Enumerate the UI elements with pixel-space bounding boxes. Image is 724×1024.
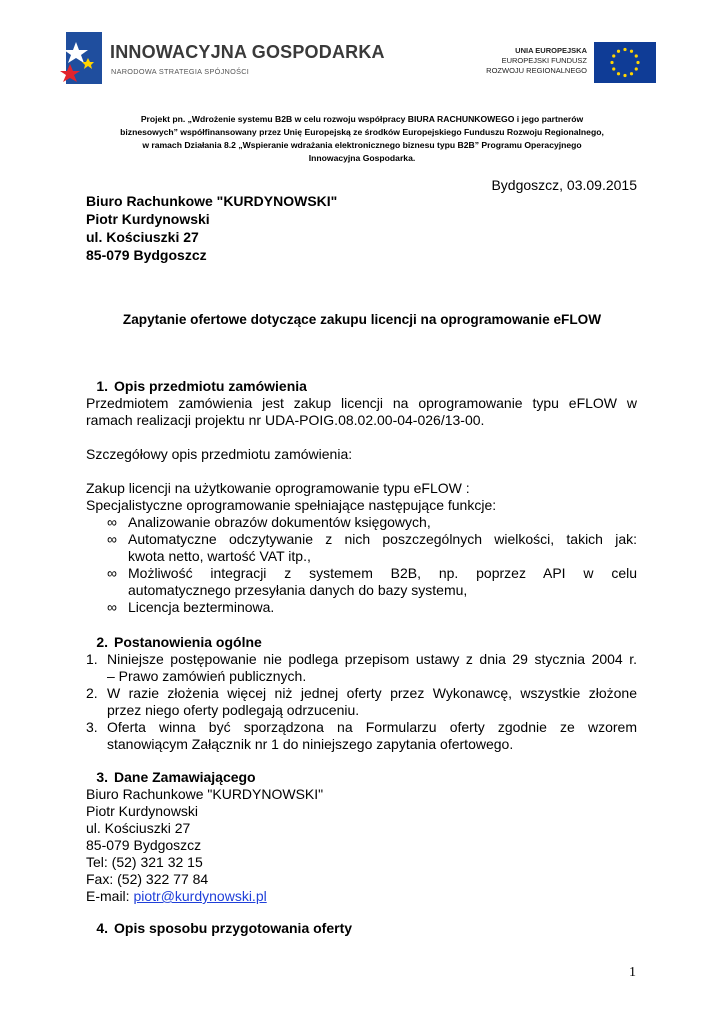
- eu-line-3: ROZWOJU REGIONALNEGO: [486, 66, 587, 75]
- eu-star-icon: [612, 54, 615, 57]
- eu-star-icon: [612, 67, 615, 70]
- section-heading: 4. Opis sposobu przygotowania oferty: [96, 920, 353, 936]
- project-note-line: biznesowych” współfinansowany przez Unię Europejską ze środków Europejskiego Funduszu Rozwoju Regionalnego,: [120, 127, 604, 137]
- eu-star-icon: [623, 48, 626, 51]
- contact-line: Tel: (52) 321 32 15: [86, 854, 203, 870]
- page-number: 1: [629, 965, 636, 980]
- document-title: Zapytanie ofertowe dotyczące zakupu licencji na oprogramowanie eFLOW: [122, 312, 602, 327]
- eu-star-icon: [617, 50, 620, 53]
- address-line: 85-079 Bydgoszcz: [86, 247, 207, 263]
- document-date: Bydgoszcz, 03.09.2015: [491, 177, 637, 193]
- eu-star-icon: [630, 50, 633, 53]
- bullet-mark: ∞: [107, 565, 117, 581]
- eu-star-icon: [636, 61, 639, 64]
- bullet-mark: ∞: [107, 599, 117, 615]
- address-line: Biuro Rachunkowe "KURDYNOWSKI": [86, 193, 338, 209]
- paragraph: Przedmiotem zamówienia jest zakup licencji na oprogramowanie typu eFLOW w: [86, 395, 637, 411]
- innowacyjna-gospodarka-logo: [60, 28, 385, 88]
- contact-line: Fax: (52) 322 77 84: [86, 871, 209, 887]
- list-item: ∞ Licencja bezterminowa.: [107, 599, 275, 615]
- paragraph: Zakup licencji na użytkowanie oprogramowanie typu eFLOW :: [86, 480, 470, 496]
- project-note-line: w ramach Działania 8.2 „Wspieranie wdrażania elektronicznego biznesu typu B2B” Programu Operacyjnego: [142, 140, 582, 150]
- section-2: [86, 634, 637, 753]
- eu-star-icon: [623, 74, 626, 77]
- eu-star-icon: [610, 61, 613, 64]
- section-1: [86, 378, 637, 616]
- contact-line: ul. Kościuszki 27: [86, 820, 191, 836]
- contact-line: Biuro Rachunkowe "KURDYNOWSKI": [86, 786, 324, 802]
- eu-star-icon: [630, 72, 633, 75]
- bullet-mark: ∞: [107, 514, 117, 530]
- list-item: ∞ Analizowanie obrazów dokumentów księgowych,: [107, 514, 431, 530]
- ig-star-emblem-icon: [60, 28, 110, 88]
- address-line: Piotr Kurdynowski: [86, 211, 210, 227]
- bullet-mark: ∞: [107, 531, 117, 547]
- section-heading: 1. Opis przedmiotu zamówienia: [96, 378, 307, 394]
- section-heading: 2. Postanowienia ogólne: [96, 634, 262, 650]
- section-4: [86, 920, 637, 937]
- ig-logo-subtitle: NARODOWA STRATEGIA SPÓJNOŚCI: [111, 67, 250, 76]
- eu-fund-label: [486, 46, 587, 76]
- email-link[interactable]: piotr@kurdynowski.pl: [133, 888, 267, 904]
- project-note: [80, 113, 644, 165]
- eu-line-1: UNIA EUROPEJSKA: [515, 46, 587, 55]
- address-line: ul. Kościuszki 27: [86, 229, 199, 245]
- eu-line-2: EUROPEJSKI FUNDUSZ: [501, 56, 587, 65]
- project-note-line: Innowacyjna Gospodarka.: [308, 153, 416, 163]
- paragraph: Szczegółowy opis przedmiotu zamówienia:: [86, 446, 353, 462]
- numbered-item: 1. Niniejsze postępowanie nie podlega przepisom ustawy z dnia 29 stycznia 2004 r. – Prawo zamówień publicznych.: [86, 651, 637, 684]
- list-item: ∞ Możliwość integracji z systemem B2B, np. poprzez API w celu automatycznego przesyłania danych do bazy systemu,: [107, 565, 637, 598]
- eu-flag-icon: [594, 42, 656, 83]
- list-item: ∞ Automatyczne odczytywanie z nich poszczególnych wielkości, takich jak: kwota netto, wartość VAT itp.,: [107, 531, 637, 564]
- eu-star-icon: [617, 72, 620, 75]
- project-note-line: Projekt pn. „Wdrożenie systemu B2B w celu rozwoju współpracy BIURA RACHUNKOWEGO i jego partnerów: [140, 114, 584, 124]
- section-heading: 3. Dane Zamawiającego: [96, 769, 256, 785]
- numbered-item: 3. Oferta winna być sporządzona na Formularzu oferty zgodnie ze wzorem stanowiącym Załącznik nr 1 do niniejszego zapytania ofertowego.: [86, 719, 637, 752]
- email-line: E-mail: piotr@kurdynowski.pl: [86, 888, 267, 904]
- eu-star-icon: [635, 54, 638, 57]
- numbered-item: 2. W razie złożenia więcej niż jednej oferty przez Wykonawcę, wszystkie złożone przez niego oferty podlegają odrzuceniu.: [86, 685, 637, 718]
- ig-logo-title: INNOWACYJNA GOSPODARKA: [110, 42, 385, 62]
- section-3: [86, 769, 637, 905]
- contact-line: 85-079 Bydgoszcz: [86, 837, 202, 853]
- eu-star-icon: [635, 67, 638, 70]
- paragraph: Specjalistyczne oprogramowanie spełniające następujące funkcje:: [86, 497, 497, 513]
- paragraph: ramach realizacji projektu nr UDA-POIG.08.02.00-04-026/13-00.: [86, 412, 485, 428]
- contact-line: Piotr Kurdynowski: [86, 803, 199, 819]
- sender-address: [86, 192, 337, 264]
